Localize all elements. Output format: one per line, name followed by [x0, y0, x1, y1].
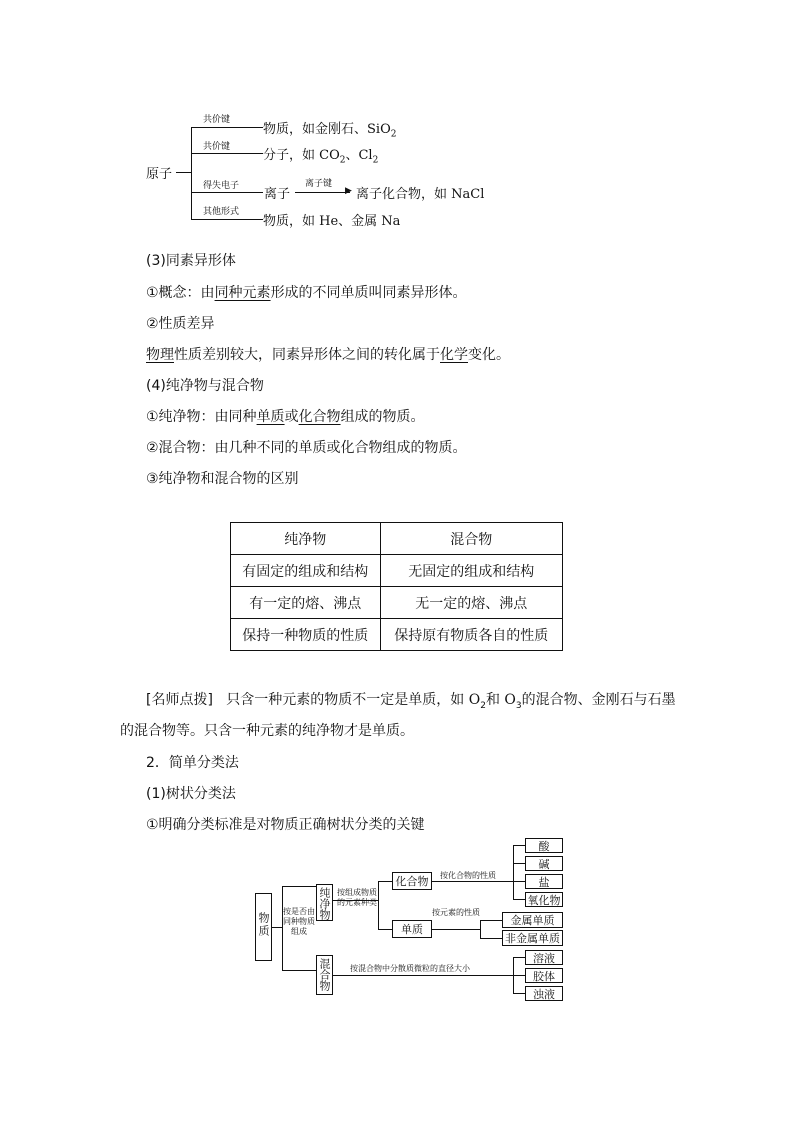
- branch4-text: 物质，如 He、金属 Na: [263, 214, 401, 229]
- branch2-label: 共价键: [203, 142, 231, 152]
- difference-line: ③纯净物和混合物的区别: [146, 471, 299, 487]
- criterion3: 按化合物的性质: [440, 871, 496, 880]
- table-row: [231, 555, 563, 587]
- section3-heading: (3)同素异形体: [146, 253, 236, 269]
- branch3-label: 得失电子: [203, 181, 240, 191]
- mixture-line: ②混合物：由几种不同的单质或化合物组成的物质。: [146, 440, 467, 456]
- pure-line: ①纯净物：由同种单质或化合物组成的物质。: [146, 409, 425, 425]
- tree-colloid: 胶体: [525, 968, 563, 983]
- tree-method-heading: (1)树状分类法: [146, 786, 236, 802]
- tree-salt: 盐: [525, 874, 563, 889]
- tree-root: 物质: [255, 893, 272, 961]
- section4-heading: (4)纯净物与混合物: [146, 378, 264, 394]
- branch1-text: 物质，如金刚石、SiO$_2$: [263, 122, 397, 140]
- table-cell: 保持原有物质各自的性质: [380, 619, 562, 651]
- diff-line: 物理性质差别较大，同素异形体之间的转化属于化学变化。: [146, 347, 510, 363]
- table-cell: 有一定的熔、沸点: [231, 587, 381, 619]
- branch3-label2: 离子键: [305, 179, 333, 189]
- table-header-row: [231, 523, 563, 555]
- tree-metal: 金属单质: [502, 912, 563, 928]
- criterion5: 按混合物中分散质微粒的直径大小: [350, 964, 470, 973]
- tip-line2: 的混合物等。只含一种元素的纯净物才是单质。: [120, 723, 414, 739]
- criterion1: 按是否由同种物质组成: [283, 907, 315, 936]
- atom-root: 原子: [146, 167, 173, 182]
- comparison-table: [230, 522, 563, 651]
- tree-simple: 单质: [392, 920, 432, 938]
- table-cell: 有固定的组成和结构: [231, 555, 381, 587]
- tree-mixture: 混合物: [316, 955, 333, 995]
- tree-nonmetal: 非金属单质: [502, 930, 563, 946]
- table-row: [231, 619, 563, 651]
- tree-acid: 酸: [525, 838, 563, 853]
- tree-pure: 纯净物: [316, 884, 333, 921]
- branch1-label: 共价键: [203, 115, 231, 125]
- section2-heading: 2．简单分类法: [146, 755, 239, 771]
- tip-line1: [名师点拨] 只含一种元素的物质不一定是单质，如 $O_2$和 $O_3$的混合物、金刚石与石墨: [146, 692, 676, 711]
- table-cell: 无一定的熔、沸点: [380, 587, 562, 619]
- concept-line: ①概念：由同种元素形成的不同单质叫同素异形体。: [146, 285, 467, 301]
- tip-tag: [名师点拨]: [146, 692, 213, 708]
- branch2-text: 分子，如 $CO_2$、$Cl_2$: [263, 148, 379, 166]
- criterion2: 按组成物质的元素种类: [337, 888, 377, 907]
- tree-suspension: 浊液: [525, 986, 563, 1001]
- point1-line: ①明确分类标准是对物质正确树状分类的关键: [146, 817, 425, 833]
- table-header: 混合物: [380, 523, 562, 555]
- branch3-mid: 离子: [264, 187, 291, 202]
- criterion4: 按元素的性质: [432, 908, 480, 917]
- tree-solution: 溶液: [525, 950, 563, 965]
- table-row: [231, 587, 563, 619]
- tree-compound: 化合物: [392, 872, 432, 890]
- table-cell: 无固定的组成和结构: [380, 555, 562, 587]
- table-cell: 保持一种物质的性质: [231, 619, 381, 651]
- tree-oxide: 氧化物: [525, 892, 563, 907]
- tree-base: 碱: [525, 856, 563, 871]
- table-header: 纯净物: [231, 523, 381, 555]
- branch3-text: 离子化合物，如 NaCl: [356, 187, 485, 202]
- diff-heading: ②性质差异: [146, 316, 215, 332]
- branch4-label: 其他形式: [203, 207, 240, 217]
- arrow-icon: ▶: [345, 186, 352, 196]
